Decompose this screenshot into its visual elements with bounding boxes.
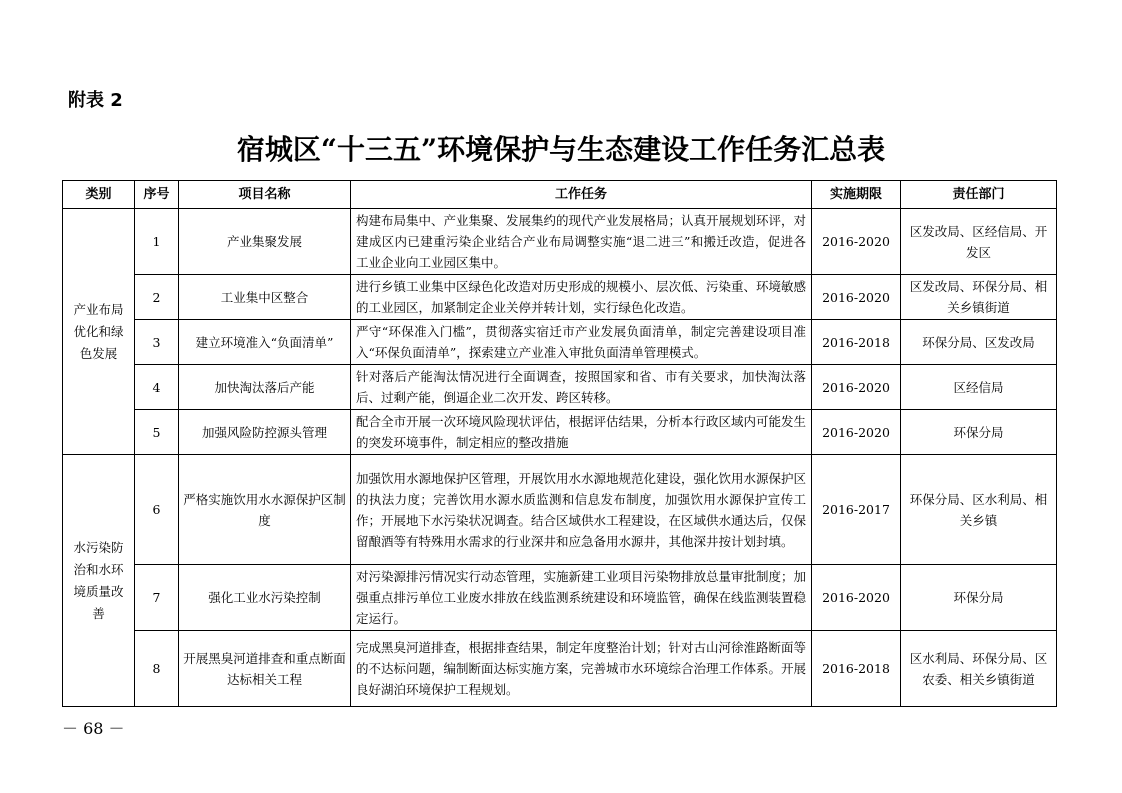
task-cell: 加强饮用水源地保护区管理，开展饮用水水源地规范化建设，强化饮用水源保护区的执法力度；完善饮用水源水质监测和信息发布制度，加强饮用水源保护宣传工作；开展地下水污染状况调查。结合区域供水工程建设，在区域供水通达后，仅保留酿酒等有特殊用水需求的行业深井和应急备用水源井，其他深井按计划封填。 bbox=[351, 455, 812, 565]
task-cell: 进行乡镇工业集中区绿色化改造对历史形成的规模小、层次低、污染重、环境敏感的工业园区，加紧制定企业关停并转计划，实行绿色化改造。 bbox=[351, 275, 812, 320]
period-cell: 2016-2018 bbox=[812, 320, 901, 365]
period-cell: 2016-2020 bbox=[812, 565, 901, 631]
department-cell: 区水利局、环保分局、区农委、相关乡镇街道 bbox=[901, 631, 1057, 707]
task-cell: 严守“环保准入门槛”，贯彻落实宿迁市产业发展负面清单，制定完善建设项目准入“环保负面清单”，探索建立产业准入审批负面清单管理模式。 bbox=[351, 320, 812, 365]
number-cell: 8 bbox=[135, 631, 179, 707]
project-cell: 严格实施饮用水水源保护区制度 bbox=[179, 455, 351, 565]
attachment-label: 附表 2 bbox=[68, 90, 123, 111]
task-cell: 完成黑臭河道排查，根据排查结果，制定年度整治计划；针对古山河徐淮路断面等的不达标问题，编制断面达标实施方案，完善城市水环境综合治理工作体系。开展良好湖泊环境保护工程规划。 bbox=[351, 631, 812, 707]
header-department: 责任部门 bbox=[901, 181, 1057, 209]
project-cell: 产业集聚发展 bbox=[179, 209, 351, 275]
number-cell: 2 bbox=[135, 275, 179, 320]
table-row bbox=[63, 320, 1057, 365]
header-period: 实施期限 bbox=[812, 181, 901, 209]
table-row bbox=[63, 209, 1057, 275]
department-cell: 环保分局 bbox=[901, 565, 1057, 631]
period-cell: 2016-2020 bbox=[812, 365, 901, 410]
task-summary-table bbox=[62, 180, 1057, 707]
project-cell: 工业集中区整合 bbox=[179, 275, 351, 320]
number-cell: 5 bbox=[135, 410, 179, 455]
table-header-row bbox=[63, 181, 1057, 209]
period-cell: 2016-2017 bbox=[812, 455, 901, 565]
task-cell: 对污染源排污情况实行动态管理，实施新建工业项目污染物排放总量审批制度；加强重点排污单位工业废水排放在线监测系统建设和环境监管，确保在线监测装置稳定运行。 bbox=[351, 565, 812, 631]
category-label: 产业布局优化和绿色发展 bbox=[73, 301, 124, 361]
project-cell: 加快淘汰落后产能 bbox=[179, 365, 351, 410]
page-number: － 68 － bbox=[62, 719, 125, 738]
project-cell: 加强风险防控源头管理 bbox=[179, 410, 351, 455]
header-task: 工作任务 bbox=[351, 181, 812, 209]
table-row bbox=[63, 455, 1057, 565]
category-cell bbox=[63, 209, 135, 455]
task-cell: 配合全市开展一次环境风险现状评估，根据评估结果，分析本行政区域内可能发生的突发环境事件，制定相应的整改措施 bbox=[351, 410, 812, 455]
department-cell: 环保分局、区水利局、相关乡镇 bbox=[901, 455, 1057, 565]
table-row bbox=[63, 365, 1057, 410]
page-title: 宿城区“十三五”环境保护与生态建设工作任务汇总表 bbox=[236, 133, 886, 166]
task-cell: 针对落后产能淘汰情况进行全面调查，按照国家和省、市有关要求，加快淘汰落后、过剩产能，倒逼企业二次开发、跨区转移。 bbox=[351, 365, 812, 410]
table-row bbox=[63, 275, 1057, 320]
period-cell: 2016-2018 bbox=[812, 631, 901, 707]
department-cell: 区经信局 bbox=[901, 365, 1057, 410]
category-label: 水污染防治和水环境质量改善 bbox=[73, 539, 124, 621]
table-row bbox=[63, 410, 1057, 455]
header-project: 项目名称 bbox=[179, 181, 351, 209]
task-cell: 构建布局集中、产业集聚、发展集约的现代产业发展格局；认真开展规划环评，对建成区内已建重污染企业结合产业布局调整实施“退二进三”和搬迁改造，促进各工业企业向工业园区集中。 bbox=[351, 209, 812, 275]
department-cell: 区发改局、环保分局、相关乡镇街道 bbox=[901, 275, 1057, 320]
department-cell: 区发改局、区经信局、开发区 bbox=[901, 209, 1057, 275]
number-cell: 1 bbox=[135, 209, 179, 275]
header-number: 序号 bbox=[135, 181, 179, 209]
period-cell: 2016-2020 bbox=[812, 410, 901, 455]
table-row bbox=[63, 565, 1057, 631]
project-cell: 开展黑臭河道排查和重点断面达标相关工程 bbox=[179, 631, 351, 707]
category-cell bbox=[63, 455, 135, 707]
number-cell: 4 bbox=[135, 365, 179, 410]
period-cell: 2016-2020 bbox=[812, 209, 901, 275]
project-cell: 建立环境准入“负面清单” bbox=[179, 320, 351, 365]
period-cell: 2016-2020 bbox=[812, 275, 901, 320]
number-cell: 3 bbox=[135, 320, 179, 365]
department-cell: 环保分局、区发改局 bbox=[901, 320, 1057, 365]
project-cell: 强化工业水污染控制 bbox=[179, 565, 351, 631]
number-cell: 7 bbox=[135, 565, 179, 631]
header-category: 类别 bbox=[63, 181, 135, 209]
department-cell: 环保分局 bbox=[901, 410, 1057, 455]
number-cell: 6 bbox=[135, 455, 179, 565]
table-row bbox=[63, 631, 1057, 707]
